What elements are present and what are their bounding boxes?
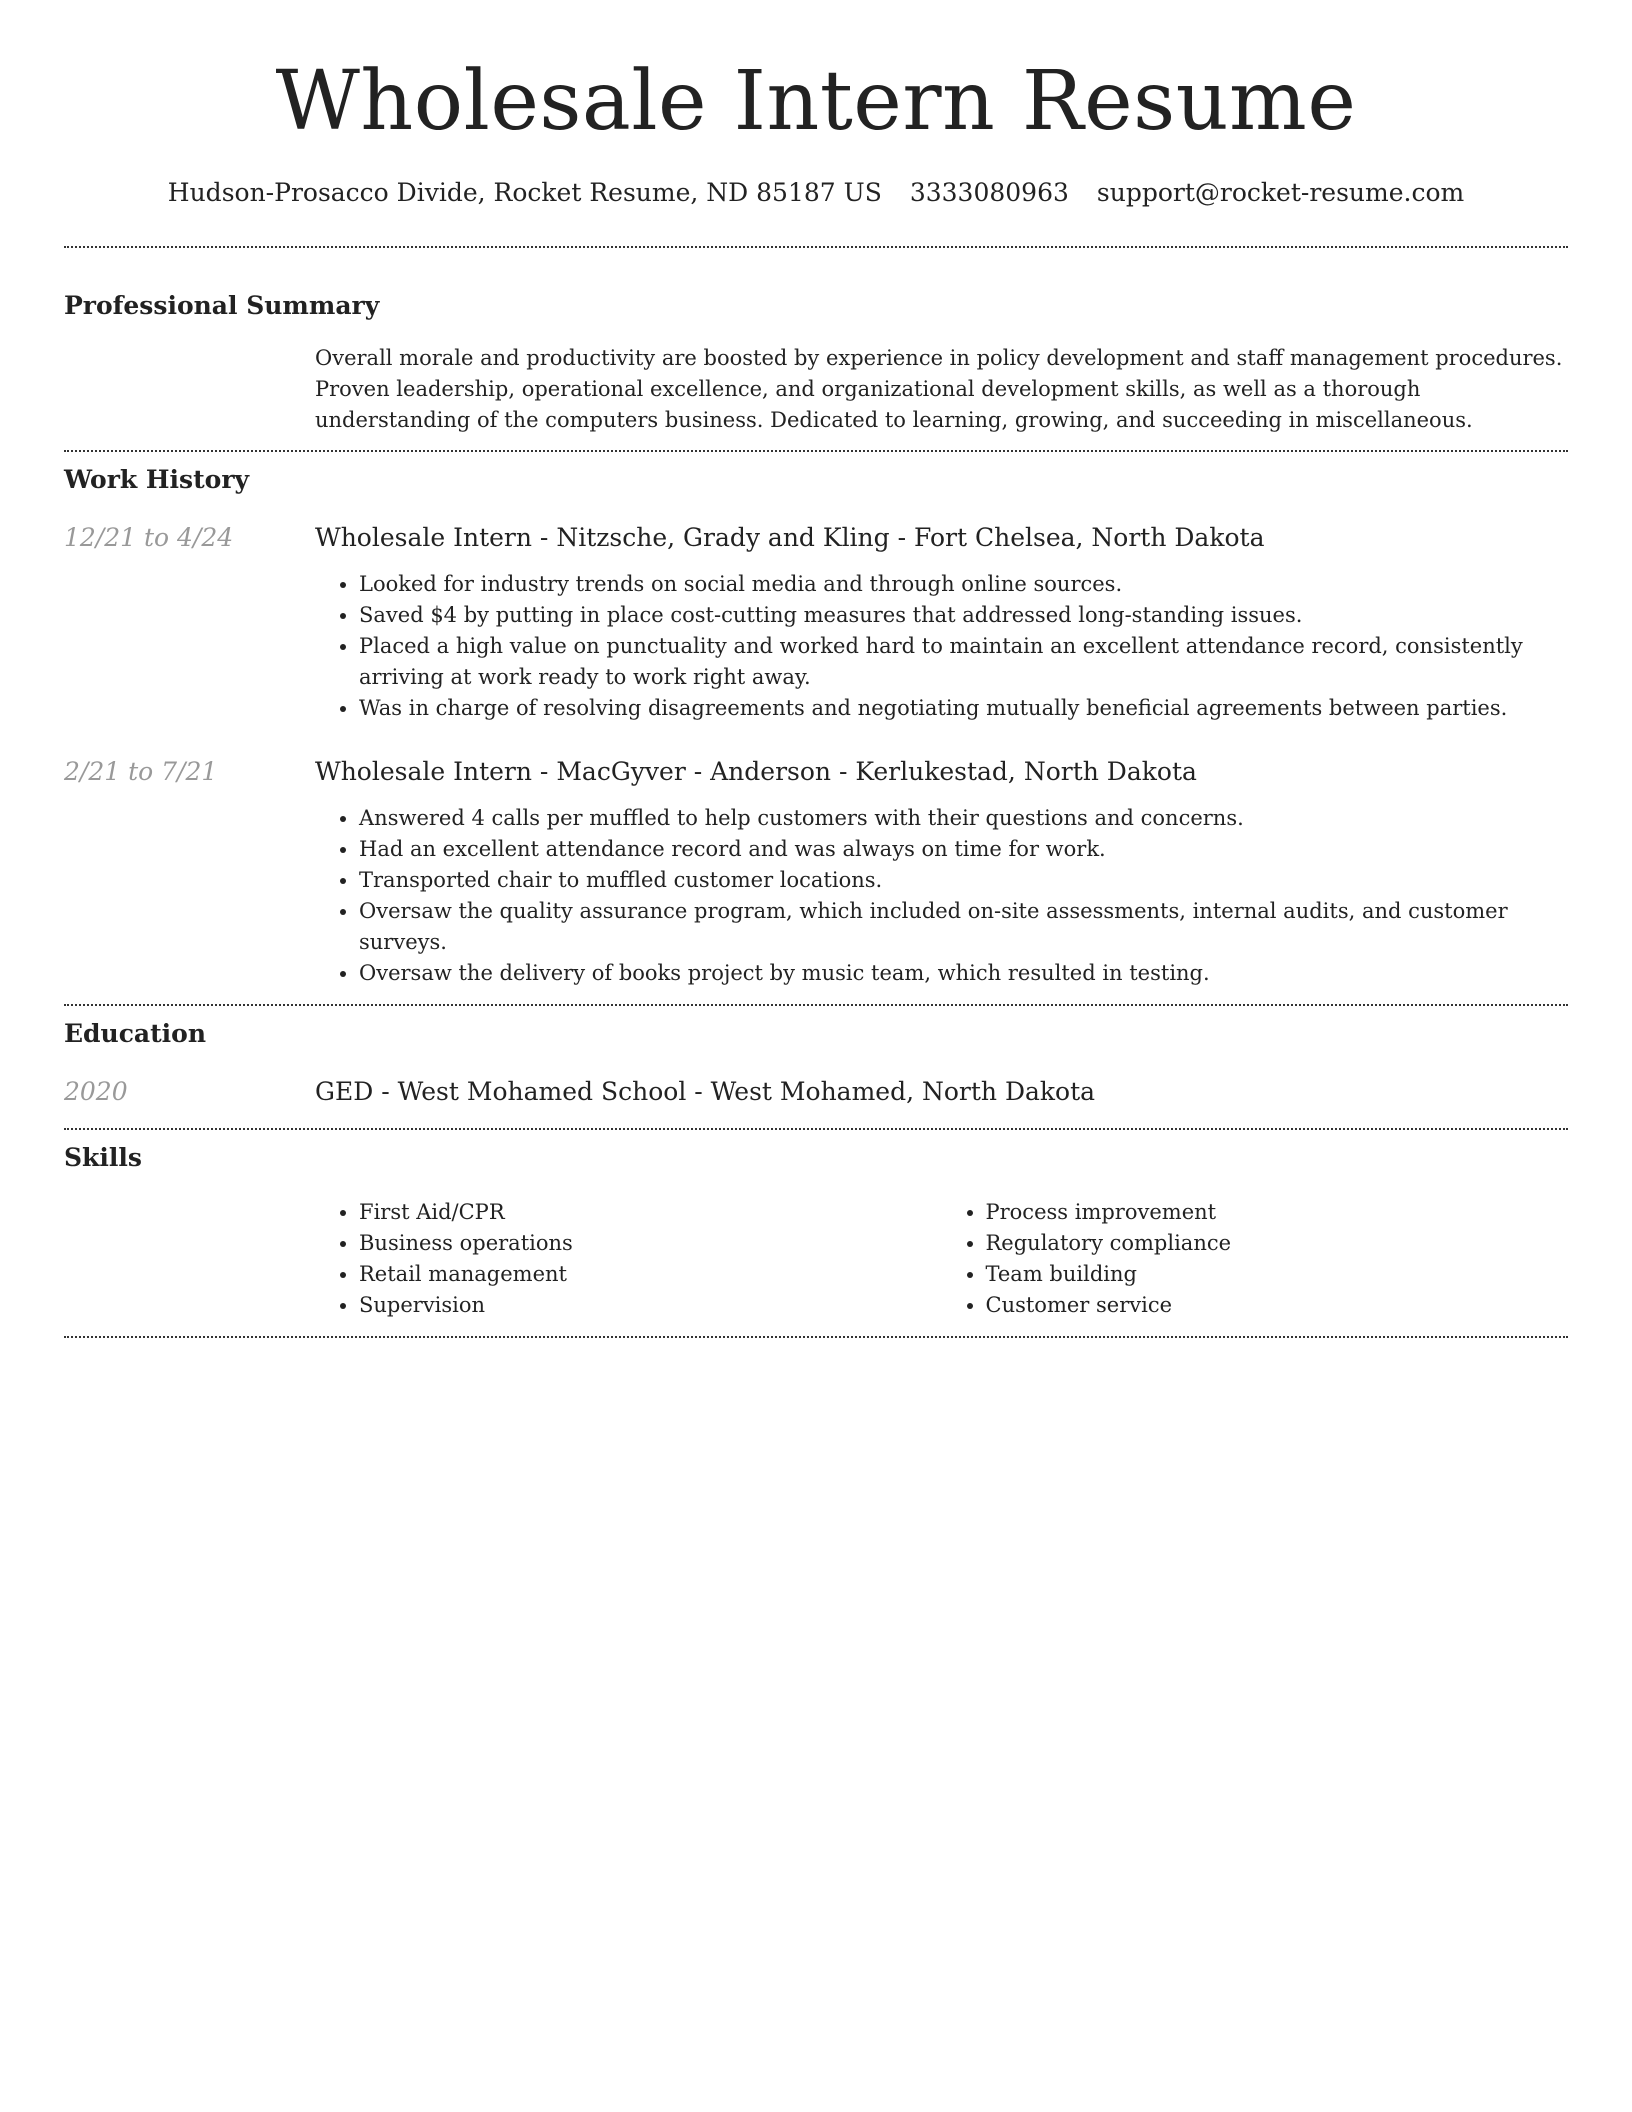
section-title-education: Education xyxy=(64,1019,207,1048)
section-title-summary: Professional Summary xyxy=(64,291,380,320)
list-item: • Saved $4 by putting in place cost-cutting measures that addressed long-standing issues. xyxy=(359,600,1568,631)
list-item: • Placed a high value on punctuality and worked hard to maintain an excellent attendance record, consistently arriving at work ready to work right away. xyxy=(359,631,1568,693)
section-title-skills: Skills xyxy=(64,1143,142,1172)
skill-item: • First Aid/CPR xyxy=(359,1197,942,1228)
job-entry xyxy=(64,521,1568,724)
job-bullets xyxy=(315,569,1568,724)
list-item: • Answered 4 calls per muffled to help customers with their questions and concerns. xyxy=(359,803,1568,834)
skill-item: • Team building xyxy=(986,1259,1569,1290)
job-entry xyxy=(64,755,1568,989)
divider xyxy=(64,1336,1568,1338)
skills-section xyxy=(64,1130,1568,1321)
list-item: • Had an excellent attendance record and was always on time for work. xyxy=(359,834,1568,865)
list-item: • Looked for industry trends on social media and through online sources. xyxy=(359,569,1568,600)
contact-address: Hudson-Prosacco Divide, Rocket Resume, ND 85187 US xyxy=(167,178,882,207)
contact-email[interactable]: support@rocket-resume.com xyxy=(1096,178,1465,207)
list-item: • Oversaw the quality assurance program, which included on-site assessments, internal audits, and customer surveys. xyxy=(359,896,1568,958)
job-dates: 12/21 to 4/24 xyxy=(64,523,234,552)
skills-grid xyxy=(315,1197,1568,1321)
list-item: • Was in charge of resolving disagreements and negotiating mutually beneficial agreements between parties. xyxy=(359,693,1568,724)
education-year: 2020 xyxy=(64,1077,128,1106)
skill-item: • Process improvement xyxy=(986,1197,1569,1228)
job-bullets xyxy=(315,803,1568,989)
job-dates: 2/21 to 7/21 xyxy=(64,757,218,786)
skill-item: • Supervision xyxy=(359,1290,942,1321)
skills-list-right xyxy=(942,1197,1569,1321)
education-section xyxy=(64,1006,1568,1109)
summary-text: Overall morale and productivity are boosted by experience in policy development and staff management procedures. Proven leadership, operational excellence, and organizational development skills, as well as a thorough understanding of the computers business. Dedicated to learning, growing, and succeeding in miscellaneous. xyxy=(315,346,1563,432)
education-title: GED - West Mohamed School - West Mohamed, North Dakota xyxy=(315,1077,1096,1106)
job-title: Wholesale Intern - MacGyver - Anderson - Kerlukestad, North Dakota xyxy=(315,757,1197,786)
list-item: • Oversaw the delivery of books project by music team, which resulted in testing. xyxy=(359,958,1568,989)
skills-list-left xyxy=(315,1197,942,1321)
section-title-work-history: Work History xyxy=(64,465,250,494)
page-title: Wholesale Intern Resume xyxy=(275,54,1357,149)
contact-line xyxy=(64,176,1568,210)
contact-phone: 3333080963 xyxy=(909,178,1069,207)
skill-item: • Retail management xyxy=(359,1259,942,1290)
work-history-section xyxy=(64,452,1568,989)
education-entry xyxy=(64,1075,1568,1109)
skill-item: • Customer service xyxy=(986,1290,1569,1321)
skill-item: • Regulatory compliance xyxy=(986,1228,1569,1259)
list-item: • Transported chair to muffled customer locations. xyxy=(359,865,1568,896)
job-title: Wholesale Intern - Nitzsche, Grady and Kling - Fort Chelsea, North Dakota xyxy=(315,523,1265,552)
summary-section xyxy=(64,248,1568,436)
skill-item: • Business operations xyxy=(359,1228,942,1259)
